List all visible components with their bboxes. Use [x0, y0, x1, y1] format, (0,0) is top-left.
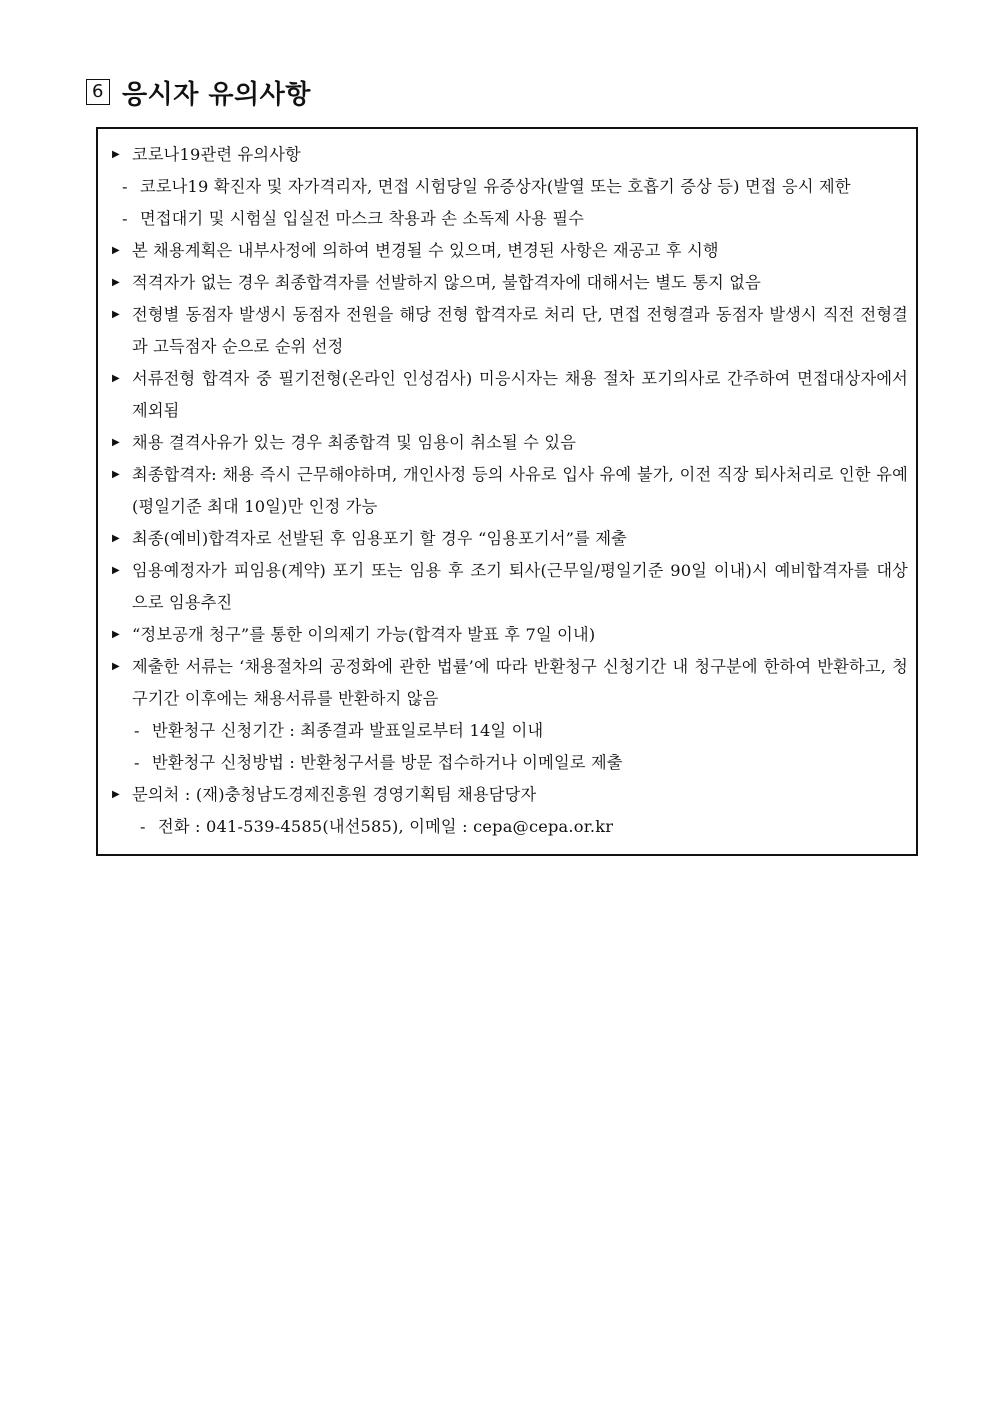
- notice-item: [112, 619, 908, 651]
- section-title: 응시자 유의사항: [122, 79, 311, 110]
- notice-subtext: 면접대기 및 시험실 입실전 마스크 착용과 손 소독제 사용 필수: [140, 209, 585, 228]
- notice-text: “정보공개 청구”를 통한 이의제기 가능(합격자 발표 후 7일 이내): [132, 625, 596, 644]
- contact-info: 전화 : 041-539-4585(내선585), 이메일 : cepa@cepa.or.kr: [158, 817, 614, 836]
- notice-text: 문의처 : (재)충청남도경제진흥원 경영기획팀 채용담당자: [132, 785, 537, 804]
- notice-item: [112, 299, 908, 363]
- notice-list: [112, 139, 908, 843]
- notice-box: [96, 127, 918, 856]
- bullet-icon: ▶: [112, 373, 120, 384]
- notice-subitem: [112, 715, 908, 747]
- dash-icon: -: [134, 753, 140, 772]
- bullet-icon: ▶: [112, 565, 120, 576]
- notice-text: 전형별 동점자 발생시 동점자 전원을 해당 전형 합격자로 처리 단, 면접 전형결과 동점자 발생시 직전 전형결과 고득점자 순으로 순위 선정: [132, 305, 908, 356]
- notice-subitem: [112, 811, 908, 843]
- bullet-icon: ▶: [112, 789, 120, 800]
- notice-item: [112, 459, 908, 523]
- notice-text: 서류전형 합격자 중 필기전형(온라인 인성검사) 미응시자는 채용 절차 포기의사로 간주하여 면접대상자에서 제외됨: [132, 369, 908, 420]
- dash-icon: -: [122, 209, 128, 228]
- section-number-box: 6: [86, 79, 110, 105]
- notice-text: 본 채용계획은 내부사정에 의하여 변경될 수 있으며, 변경된 사항은 재공고 후 시행: [132, 241, 719, 260]
- notice-item: [112, 651, 908, 715]
- notice-text: 임용예정자가 피임용(계약) 포기 또는 임용 후 조기 퇴사(근무일/평일기준 90일 이내)시 예비합격자를 대상으로 임용추진: [132, 561, 908, 612]
- notice-subitem: [112, 203, 908, 235]
- bullet-icon: ▶: [112, 661, 120, 672]
- bullet-icon: ▶: [112, 277, 120, 288]
- notice-text: 채용 결격사유가 있는 경우 최종합격 및 임용이 취소될 수 있음: [132, 433, 577, 452]
- notice-item: [112, 235, 908, 267]
- bullet-icon: ▶: [112, 149, 120, 160]
- notice-text: 코로나19관련 유의사항: [132, 145, 301, 164]
- notice-subtext: 반환청구 신청기간 : 최종결과 발표일로부터 14일 이내: [152, 721, 544, 740]
- notice-text: 최종(예비)합격자로 선발된 후 임용포기 할 경우 “임용포기서”를 제출: [132, 529, 628, 548]
- notice-text: 제출한 서류는 ‘채용절차의 공정화에 관한 법률’에 따라 반환청구 신청기간 내 청구분에 한하여 반환하고, 청구기간 이후에는 채용서류를 반환하지 않음: [132, 657, 908, 708]
- bullet-icon: ▶: [112, 533, 120, 544]
- notice-item: [112, 779, 908, 811]
- bullet-icon: ▶: [112, 309, 120, 320]
- section-heading: [86, 74, 311, 110]
- notice-subitem: [112, 747, 908, 779]
- notice-item: [112, 427, 908, 459]
- dash-icon: -: [140, 817, 146, 836]
- notice-item: [112, 523, 908, 555]
- notice-subitem: [112, 171, 908, 203]
- notice-item: [112, 555, 908, 619]
- notice-item: [112, 267, 908, 299]
- bullet-icon: ▶: [112, 629, 120, 640]
- bullet-icon: ▶: [112, 469, 120, 480]
- notice-text: 적격자가 없는 경우 최종합격자를 선발하지 않으며, 불합격자에 대해서는 별도 통지 없음: [132, 273, 761, 292]
- dash-icon: -: [134, 721, 140, 740]
- notice-item: [112, 363, 908, 427]
- notice-subtext: 반환청구 신청방법 : 반환청구서를 방문 접수하거나 이메일로 제출: [152, 753, 623, 772]
- bullet-icon: ▶: [112, 437, 120, 448]
- dash-icon: -: [122, 177, 128, 196]
- notice-text: 최종합격자: 채용 즉시 근무해야하며, 개인사정 등의 사유로 입사 유예 불가, 이전 직장 퇴사처리로 인한 유예(평일기준 최대 10일)만 인정 가능: [132, 465, 908, 516]
- notice-subtext: 코로나19 확진자 및 자가격리자, 면접 시험당일 유증상자(발열 또는 호흡기 증상 등) 면접 응시 제한: [140, 177, 851, 196]
- notice-item: [112, 139, 908, 171]
- bullet-icon: ▶: [112, 245, 120, 256]
